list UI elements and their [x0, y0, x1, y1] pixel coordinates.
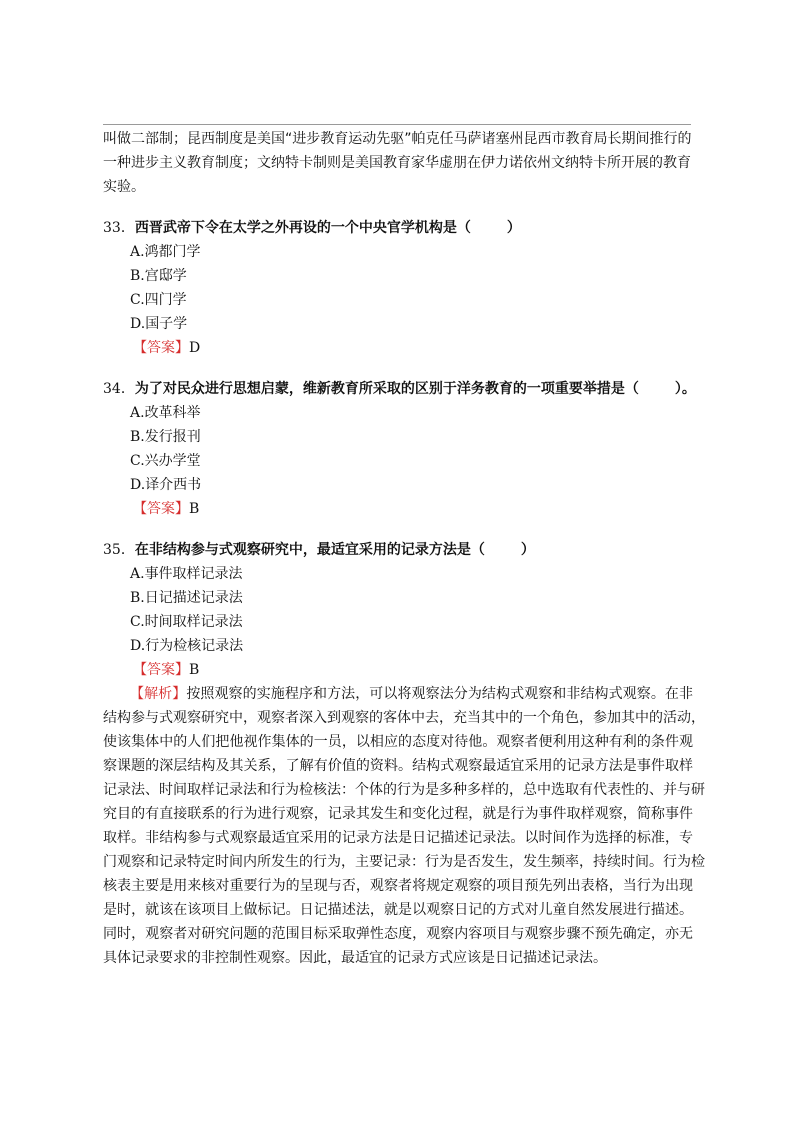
option-letter: D.: [130, 477, 146, 493]
option-letter: D.: [130, 316, 146, 332]
option-text: 译介西书: [145, 477, 202, 493]
analysis-line: 门观察和记录特定时间内所发生的行为，主要记录：行为是否发生，发生频率，持续时间。行为检: [103, 854, 705, 870]
option-letter: B.: [130, 268, 145, 284]
analysis-paragraph: [103, 682, 705, 970]
option-c: [130, 449, 693, 473]
question-34: [103, 377, 696, 521]
intro-line: 一种进步主义教育制度；文纳特卡制则是美国教育家华虚朋在伊力诺依州文纳特卡所开展的教育: [103, 155, 691, 171]
analysis-line: 结构参与式观察研究中，观察者深入到观察的客体中去，充当其中的一个角色，参加其中的活动，: [103, 710, 705, 726]
question-stem: [103, 538, 693, 562]
question-35: [103, 538, 705, 970]
question-text: 在非结构参与式观察研究中，最适宜采用的记录方法是（: [134, 542, 485, 558]
question-close: ）。: [674, 381, 696, 397]
option-text: 国子学: [145, 316, 188, 332]
option-text: 行为检核记录法: [145, 638, 244, 654]
option-a: [130, 240, 693, 264]
option-letter: A.: [130, 244, 145, 260]
question-number: 35．: [103, 542, 135, 558]
option-c: [130, 610, 693, 634]
option-text: 事件取样记录法: [144, 566, 243, 582]
analysis-line: 究目的有直接联系的行为进行观察，记录其发生和变化过程，就是行为事件取样观察，简称事件: [103, 806, 693, 822]
option-text: 时间取样记录法: [144, 614, 243, 630]
analysis-line: 使该集体中的人们把他视作集体的一员，以相应的态度对待他。观察者便利用这种有利的条件观: [103, 734, 693, 750]
option-d: [130, 312, 693, 336]
question-text: 为了对民众进行思想启蒙，维新教育所采取的区别于洋务教育的一项重要举措是（: [134, 381, 639, 397]
option-letter: B.: [130, 429, 145, 445]
answer-line: [130, 336, 693, 360]
option-letter: A.: [130, 566, 145, 582]
page-content: [103, 127, 705, 970]
option-c: [130, 288, 693, 312]
option-b: [130, 425, 693, 449]
option-d: [130, 634, 693, 658]
options-list: [103, 562, 693, 682]
option-text: 发行报刊: [144, 429, 201, 445]
option-letter: C.: [130, 614, 145, 630]
option-text: 宫邸学: [144, 268, 187, 284]
analysis-line: 具体记录要求的非控制性观察。因此，最适宜的记录方式应该是日记描述记录法。: [103, 950, 607, 966]
answer-value: B: [189, 662, 200, 678]
analysis-line: 同时，观察者对研究问题的范围目标采取弹性态度，观察内容项目与观察步骤不预先确定，亦无: [103, 926, 693, 942]
question-close: ）: [506, 220, 521, 236]
analysis-line: 是时，就该在该项目上做标记。日记描述法，就是以观察日记的方式对儿童自然发展进行描述。: [103, 902, 693, 918]
option-a: [130, 562, 693, 586]
question-number: 33．: [103, 220, 135, 236]
analysis-line: 察课题的深层结构及其关系，了解有价值的资料。结构式观察最适宜采用的记录方法是事件取样: [103, 758, 693, 774]
option-letter: C.: [130, 292, 145, 308]
option-letter: C.: [130, 453, 145, 469]
options-list: [103, 240, 693, 360]
answer-line: [130, 497, 693, 521]
analysis-line: 记录法、时间取样记录法和行为检核法：个体的行为是多种多样的，总中选取有代表性的、并与研: [103, 782, 705, 798]
option-text: 四门学: [144, 292, 187, 308]
option-text: 改革科举: [144, 405, 201, 421]
option-b: [130, 586, 693, 610]
analysis-line: 取样。非结构参与式观察最适宜采用的记录方法是日记描述记录法。以时间作为选择的标准，专: [103, 830, 693, 846]
question-stem: [103, 377, 696, 401]
option-b: [130, 264, 693, 288]
option-letter: A.: [130, 405, 145, 421]
answer-tag: 【答案】: [133, 662, 189, 678]
answer-value: B: [189, 501, 200, 517]
question-text: 西晋武帝下令在太学之外再设的一个中央官学机构是（: [134, 220, 471, 236]
question-33: [103, 216, 693, 360]
analysis-tag: 【解析】: [130, 686, 187, 702]
question-close: ）: [520, 542, 535, 558]
analysis-text: 按照观察的实施程序和方法，可以将观察法分为结构式观察和非结构式观察。在非: [186, 686, 694, 702]
option-d: [130, 473, 693, 497]
option-text: 鸿都门学: [144, 244, 201, 260]
header-divider: [103, 124, 691, 125]
option-text: 日记描述记录法: [144, 590, 243, 606]
answer-value: D: [189, 340, 201, 356]
answer-line: [130, 658, 693, 682]
options-list: [103, 401, 693, 521]
question-stem: [103, 216, 693, 240]
option-letter: B.: [130, 590, 145, 606]
option-letter: D.: [130, 638, 146, 654]
option-a: [130, 401, 693, 425]
analysis-line: 核表主要是用来核对重要行为的呈现与否，观察者将规定观察的项目预先列出表格，当行为出现: [103, 878, 693, 894]
analysis-line: [103, 682, 693, 706]
answer-tag: 【答案】: [133, 340, 189, 356]
question-number: 34．: [103, 381, 135, 397]
intro-line: 叫做二部制；昆西制度是美国“进步教育运动先驱”帕克任马萨诸塞州昆西市教育局长期间推行的: [103, 131, 692, 147]
intro-line: 实验。: [103, 179, 145, 195]
option-text: 兴办学堂: [144, 453, 201, 469]
answer-tag: 【答案】: [133, 501, 189, 517]
intro-paragraph: [103, 127, 693, 199]
